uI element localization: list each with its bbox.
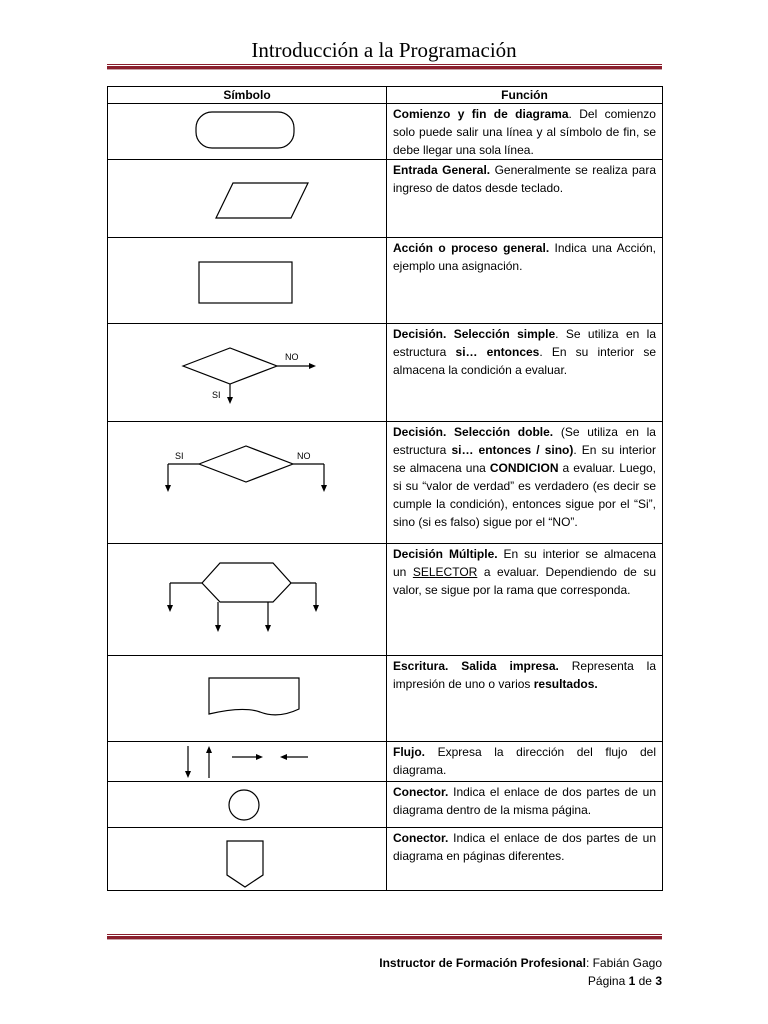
input-parallelogram-symbol <box>108 160 387 238</box>
symbol-cell <box>108 656 387 742</box>
footer-rule <box>107 934 662 940</box>
page-current: 1 <box>628 974 636 988</box>
page-total: 3 <box>655 974 662 988</box>
function-text: Expresa la dirección del flujo del diagrama. <box>393 745 656 777</box>
instructor-label: Instructor de Formación Profesional <box>379 956 586 970</box>
simple-decision-symbol <box>108 324 387 422</box>
function-text: . Del comienzo solo puede salir una línea y al símbolo de fin, se debe llegar una sola línea. <box>393 107 656 157</box>
symbol-cell <box>108 828 387 891</box>
no-label: NO <box>297 451 311 461</box>
function-cell <box>387 742 663 782</box>
function-text: a evaluar. Luego, si su “valor de verdad” es verdadero (es decir se cumple la condición), entonces sigue por el “Si”, sino (si es falso) sigue por el “NO”. <box>393 461 656 529</box>
table-row <box>108 742 663 782</box>
function-text: . Se utiliza en la estructura <box>393 327 657 359</box>
si-label: SI <box>212 390 221 400</box>
function-title: Escritura. Salida impresa. <box>393 659 559 673</box>
column-header-function: Función <box>387 87 663 104</box>
function-text: Indica una Acción, ejemplo una asignación. <box>393 241 657 273</box>
function-cell <box>387 324 663 422</box>
table-row <box>108 324 663 422</box>
table-header-row <box>108 87 663 104</box>
function-title: Decisión. Selección doble. <box>393 425 554 439</box>
function-title: Flujo. <box>393 745 425 759</box>
function-title: Entrada General. <box>393 163 491 177</box>
function-keyword: resultados. <box>533 677 598 691</box>
symbols-table <box>107 86 663 891</box>
function-cell <box>387 544 663 656</box>
symbol-cell <box>108 160 387 238</box>
function-title: Decisión Múltiple. <box>393 547 498 561</box>
page-word: Página <box>587 974 629 988</box>
function-cell <box>387 828 663 891</box>
function-title: Conector. <box>393 831 449 845</box>
function-keyword: si… entonces / sino) <box>451 443 574 457</box>
function-text: Indica el enlace de dos partes de un diagrama en páginas diferentes. <box>393 831 656 863</box>
function-cell <box>387 656 663 742</box>
function-text: Generalmente se realiza para ingreso de datos desde teclado. <box>393 163 657 195</box>
symbol-cell <box>108 324 387 422</box>
symbol-cell <box>108 238 387 324</box>
si-label: SI <box>175 451 184 461</box>
function-cell <box>387 238 663 324</box>
function-text: (Se utiliza en la estructura <box>393 425 656 457</box>
footer-instructor <box>379 956 662 970</box>
function-cell <box>387 422 663 544</box>
symbol-cell <box>108 422 387 544</box>
double-decision-symbol <box>108 422 387 544</box>
no-label: NO <box>285 352 299 362</box>
function-text: Indica el enlace de dos partes de un diagrama dentro de la misma página. <box>393 785 656 817</box>
function-text: Representa la impresión de uno o varios <box>393 659 656 691</box>
function-title: Decisión. Selección simple <box>393 327 556 341</box>
symbol-cell <box>108 104 387 160</box>
process-rectangle-symbol <box>108 238 387 324</box>
function-text: . En su interior se almacena la condición a evaluar. <box>393 345 656 377</box>
footer-page-number <box>588 974 662 988</box>
function-text: En su interior se almacena un <box>393 547 656 579</box>
symbol-cell <box>108 544 387 656</box>
table-row <box>108 828 663 891</box>
multiple-decision-symbol <box>108 544 387 656</box>
terminator-symbol <box>108 104 387 156</box>
table-row <box>108 422 663 544</box>
on-page-connector-symbol <box>108 782 387 828</box>
page-title: Introducción a la Programación <box>251 38 517 62</box>
function-text: . En su interior se almacena una <box>393 443 656 475</box>
table-row <box>108 160 663 238</box>
function-keyword: si… entonces <box>455 345 540 359</box>
instructor-name: : Fabián Gago <box>585 956 662 970</box>
function-keyword: SELECTOR <box>412 565 478 579</box>
function-cell <box>387 782 663 828</box>
symbol-cell <box>108 782 387 828</box>
off-page-connector-symbol <box>108 828 387 891</box>
function-cell <box>387 160 663 238</box>
table-row <box>108 656 663 742</box>
header-rule <box>107 64 662 70</box>
function-keyword: CONDICION <box>489 461 559 475</box>
function-title: Conector. <box>393 785 449 799</box>
function-cell <box>387 104 663 160</box>
table-row <box>108 238 663 324</box>
column-header-symbol: Símbolo <box>108 87 387 104</box>
flow-arrows-symbol <box>108 742 387 782</box>
symbol-cell <box>108 742 387 782</box>
function-title: Comienzo y fin de diagrama <box>393 107 569 121</box>
page-of: de <box>635 974 656 988</box>
document-output-symbol <box>108 656 387 742</box>
table-row <box>108 104 663 160</box>
function-title: Acción o proceso general. <box>393 241 550 255</box>
function-text: a evaluar. Dependiendo de su valor, se sigue por la rama que corresponda. <box>393 565 656 597</box>
table-row <box>108 782 663 828</box>
table-row <box>108 544 663 656</box>
